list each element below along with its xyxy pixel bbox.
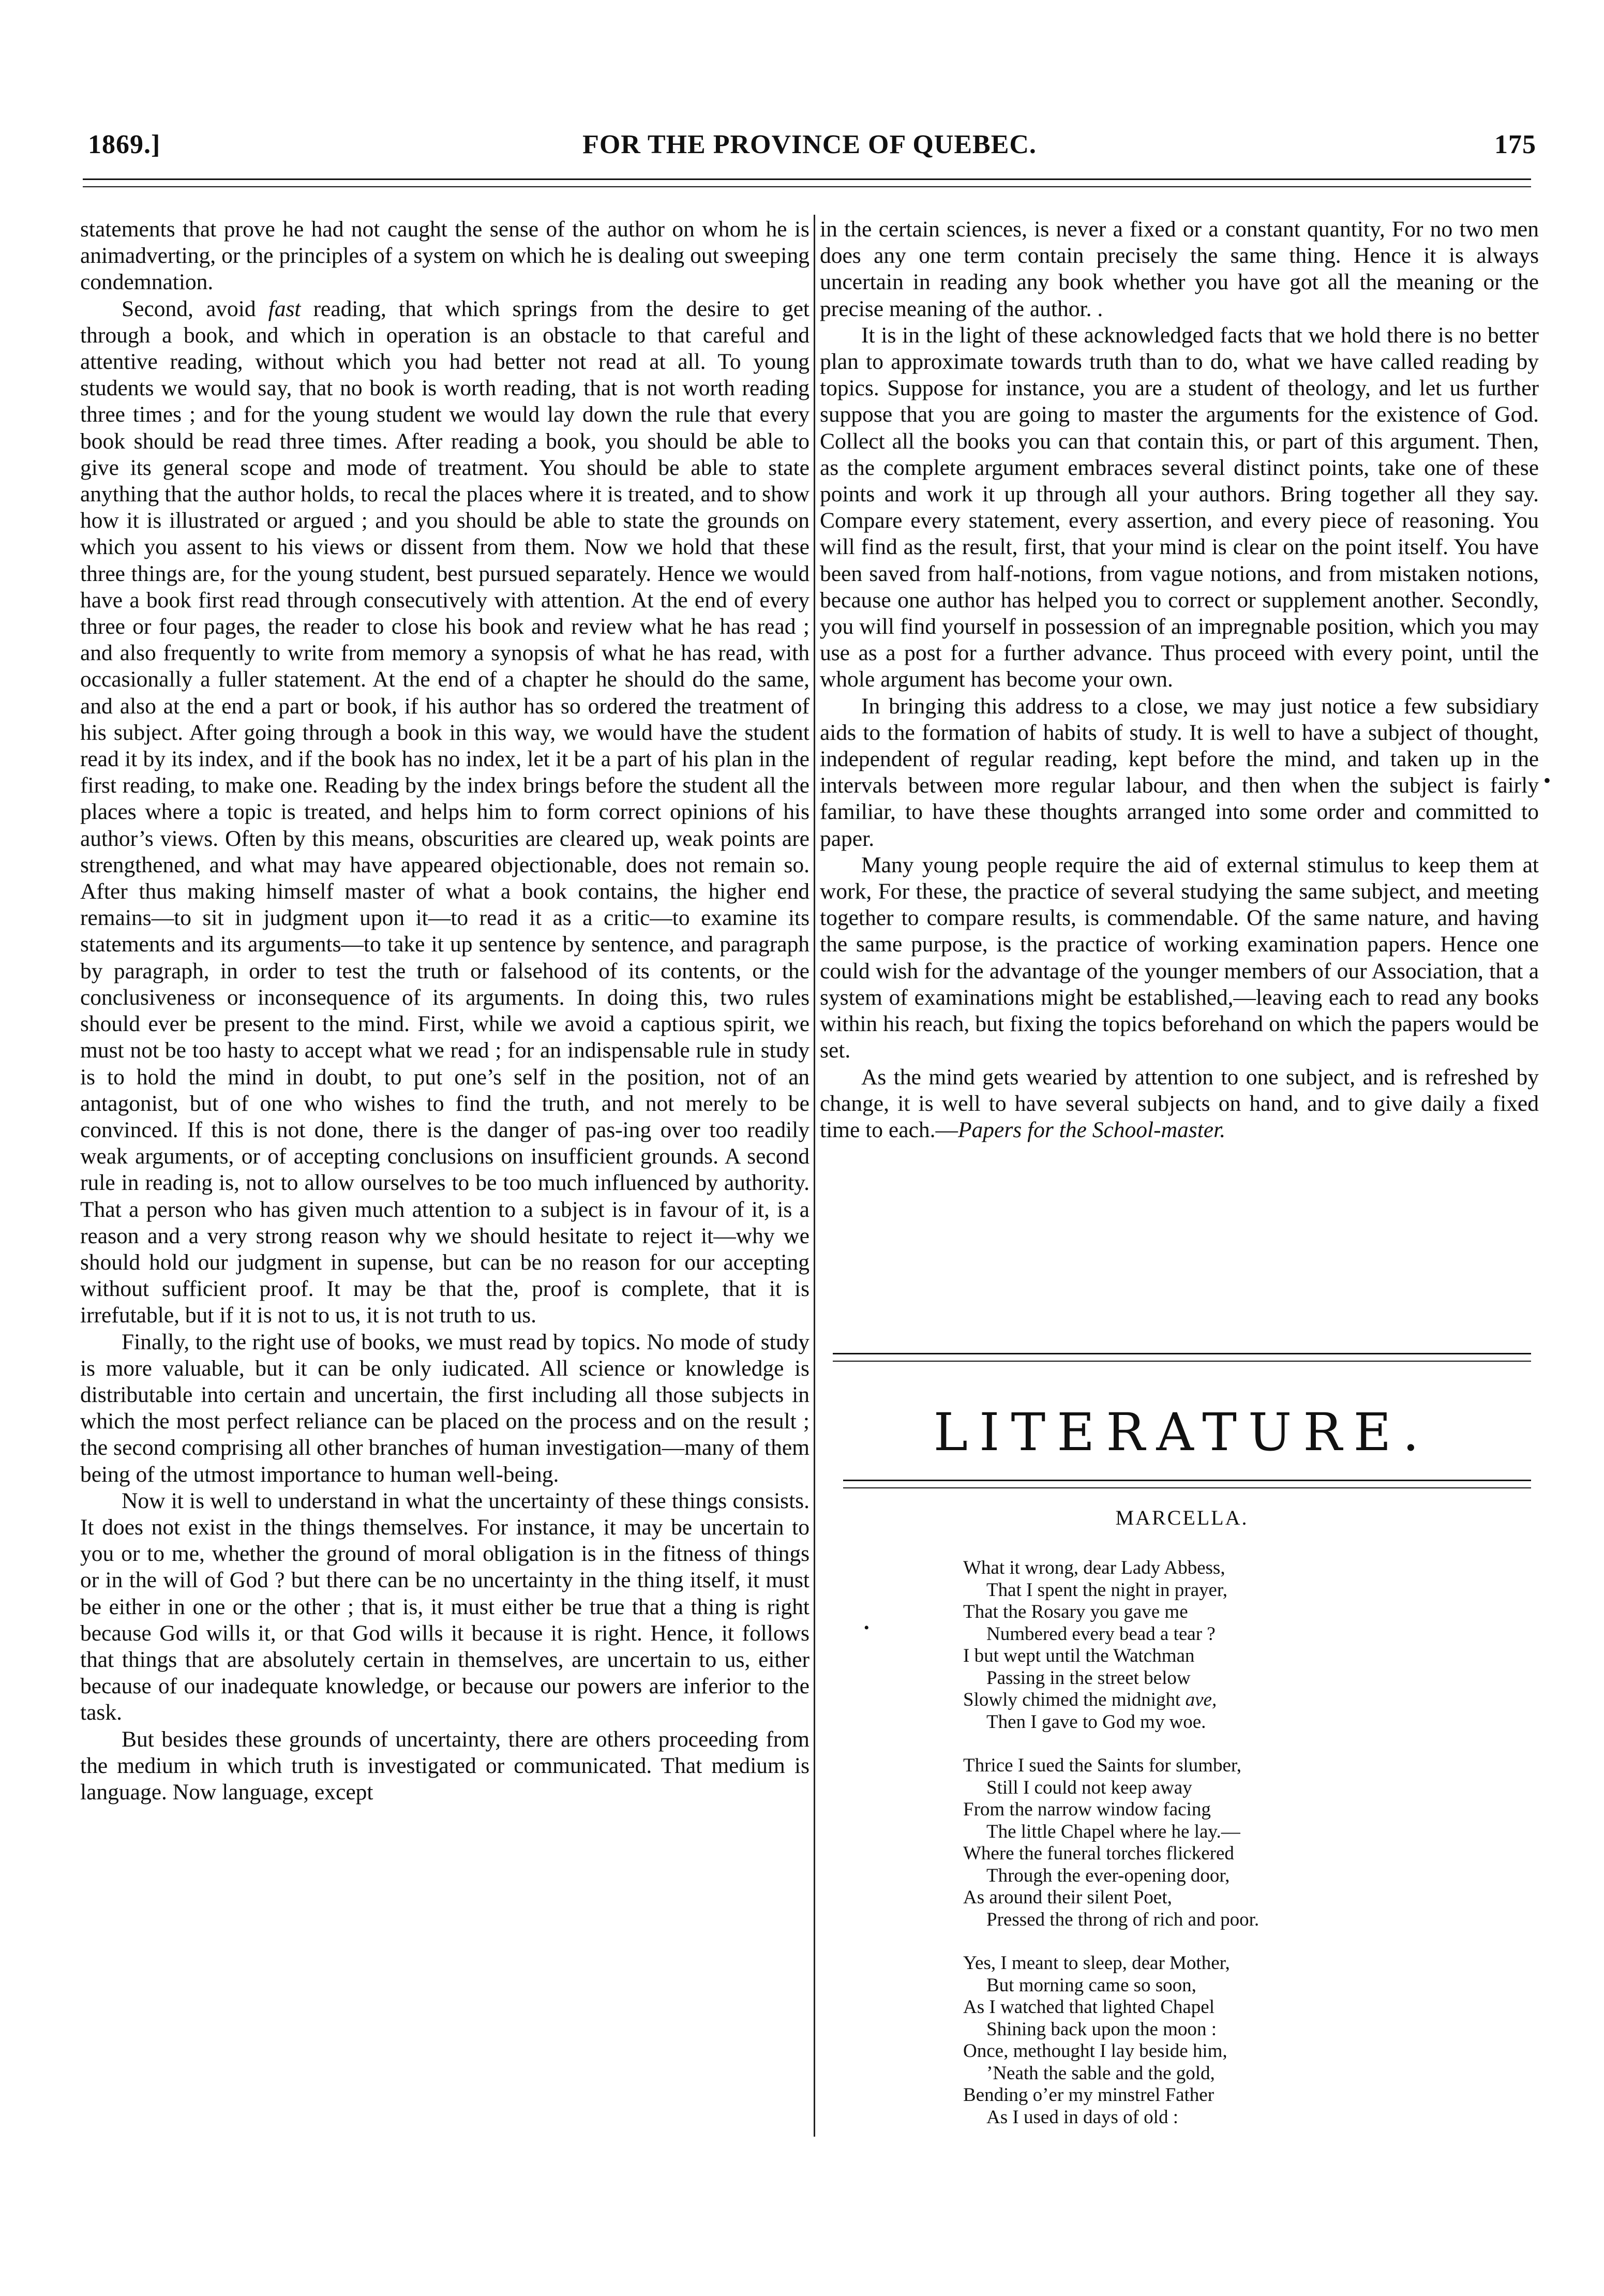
column-divider	[814, 215, 815, 2137]
poem-title: MARCELLA.	[1115, 1506, 1249, 1529]
poem-line: That the Rosary you gave me	[963, 1601, 1188, 1622]
poem-line: Passing in the street below	[986, 1667, 1191, 1689]
poem-stanza	[963, 1557, 1480, 1733]
paragraph: In bringing this address to a close, we may just notice a few subsidiary aids to the formation of habits of study. It is well to have a subject of thought, independent of regular reading, kept before the mind, and taken up in the intervals between more regular labour, and then when the subject is fairly familiar, to have these thoughts arranged into some order and committed to paper.	[820, 693, 1539, 851]
right-column	[820, 216, 1539, 1143]
paragraph: Finally, to the right use of books, we must read by topics. No mode of study is more valuable, but it can be only iudicated. All science or knowledge is distributable into certain and uncertain, the first including all those subjects in which the most perfect reliance can be placed on the process and on the result ; the second comprising all other branches of human investigation—many of them being of the utmost importance to human well-being.	[80, 1329, 810, 1487]
header-rule-bottom	[83, 186, 1531, 187]
header-year: 1869.]	[88, 130, 161, 159]
header-title: FOR THE PROVINCE OF QUEBEC.	[582, 130, 1037, 159]
poem-stanza	[963, 1952, 1480, 2128]
poem-line: Then I gave to God my woe.	[986, 1711, 1206, 1733]
literature-rule-top-2	[833, 1361, 1531, 1362]
paragraph: As the mind gets wearied by attention to one subject, and is refreshed by change, it is well to have several subjects on hand, and to give daily a fixed time to each.—Papers for the School-master.	[820, 1064, 1539, 1142]
poem-line: Bending o’er my minstrel Father	[963, 2084, 1215, 2106]
poem-line: Numbered every bead a tear ?	[986, 1623, 1216, 1645]
poem-line: As I watched that lighted Chapel	[963, 1996, 1215, 2018]
poem-line: As I used in days of old :	[986, 2106, 1178, 2128]
poem-line: What it wrong, dear Lady Abbess,	[963, 1557, 1225, 1578]
poem-line: As around their silent Poet,	[963, 1887, 1172, 1908]
paragraph: But besides these grounds of uncertainty, there are others proceeding from the medium in which truth is investigated or communicated. That medium is language. Now language, except	[80, 1726, 810, 1805]
poem-line: Thrice I sued the Saints for slumber,	[963, 1755, 1241, 1776]
poem-line: Yes, I meant to sleep, dear Mother,	[963, 1952, 1230, 1974]
running-head	[78, 129, 1541, 171]
poem-line: Through the ever-opening door,	[986, 1865, 1230, 1886]
stray-dot: •	[864, 1619, 870, 1636]
literature-rule-bottom-1	[843, 1480, 1531, 1481]
poem-stanza	[963, 1755, 1480, 1931]
left-column	[80, 216, 810, 1806]
paragraph: statements that prove he had not caught the sense of the author on whom he is animadverting, or the principles of a system on which he is dealing out sweeping condemnation.	[80, 217, 810, 295]
stray-mark: •	[1543, 769, 1551, 792]
poem-line: The little Chapel where he lay.—	[986, 1821, 1240, 1842]
poem-line: Pressed the throng of rich and poor.	[986, 1909, 1260, 1930]
poem-line: But morning came so soon,	[986, 1974, 1196, 1996]
poem-marcella	[963, 1557, 1480, 2150]
poem-line: ’Neath the sable and the gold,	[986, 2062, 1215, 2084]
page-number: 175	[1494, 130, 1536, 159]
poem-line: From the narrow window facing	[963, 1799, 1211, 1820]
paragraph: in the certain sciences, is never a fixed or a constant quantity, For no two men does any one term contain precisely the same thing. Hence it is always uncertain in reading any book whether you have got all the meaning or the precise meaning of the author. .	[820, 217, 1539, 321]
poem-line: I but wept until the Watchman	[963, 1645, 1195, 1666]
poem-line: Slowly chimed the midnight ave,	[963, 1689, 1217, 1710]
paragraph: Second, avoid fast reading, that which springs from the desire to get through a book, and which in operation is an obstacle to that careful and attentive reading, without which you had better not read at all. To young students we would say, that no book is worth reading, that is not worth reading three times ; and for the young student we would lay down the rule that every book should be read three times. After reading a book, you should be able to give its general scope and mode of treatment. You should be able to state anything that the author holds, to recal the places where it is treated, and to show how it is illustrated or argued ; and you should be able to state the grounds on which you assent to his views or dissent from them. Now we hold that these three things are, for the young student, best pursued separately. Hence we would have a book first read through consecutively with attention. At the end of every three or four pages, the reader to close his book and review what he has read ; and also frequently to write from memory a synopsis of what he has read, with occasionally a fuller statement. At the end of a chapter he should do the same, and also at the end a part or book, if his author has so ordered the treatment of his subject. After going through a book in this way, we would have the student read it by its index, and if the book has no index, let it be a part of his plan in the first reading, to make one. Reading by the index brings before the student all the places where a topic is treated, and helps him to form correct opinions of his author’s views. Often by this means, obscurities are cleared up, weak points are strengthened, and what may have appeared objectionable, does not remain so. After thus making himself master of what a book contains, the higher end remains—to sit in judgment upon it—to read it as a critic—to examine its statements and its arguments—to take it up sentence by sentence, and paragraph by paragraph, in order to test the truth or falsehood of its contents, or the conclusiveness or inconsequence of its arguments. In doing this, two rules should ever be present to the mind. First, while we avoid a captious spirit, we must not be too hasty to accept what we read ; for an indispensable rule in study is to hold the mind in doubt, to put one’s self in the position, not of an antagonist, but of one who wishes to find the truth, and not merely to be convinced. If this is not done, there is the danger of pas-ing over too readily weak arguments, or of accepting conclusions on insufficient grounds. A second rule in reading is, not to allow ourselves to be too much influenced by authority. That a person who has given much attention to a subject is in favour of it, is a reason and a very strong reason why we should hesitate to reject it—why we should hold our judgment in supense, but can be no reason for our accepting without sufficient proof. It may be that the, proof is complete, that it is irrefutable, but if it is not to us, it is not truth to us.	[80, 296, 810, 1328]
poem-line: Shining back upon the moon :	[986, 2018, 1217, 2040]
section-title: LITERATURE.	[933, 1402, 1431, 1463]
literature-rule-bottom-2	[843, 1487, 1531, 1488]
paragraph: Now it is well to understand in what the uncertainty of these things consists. It does not exist in the things themselves. For instance, it may be uncertain to you or to me, whether the ground of moral obligation is in the fitness of things or in the will of God ? but there can be no uncertainty in the thing itself, it must be either in one or the other ; that is, it must either be true that a thing is right because God wills it, or that God wills it because it is right. Hence, it follows that things that are absolutely certain in themselves, are uncertain to us, either because of our inadequate knowledge, or because our powers are inferior to the task.	[80, 1488, 810, 1725]
paragraph: Many young people require the aid of external stimulus to keep them at work, For these, the practice of several studying the same subject, and meeting together to compare results, is commendable. Of the same nature, and having the same purpose, is the practice of working examination papers. Hence one could wish for the advantage of the younger members of our Association, that a system of examinations might be established,—leaving each to read any books within his reach, but fixing the topics beforehand on which the papers would be set.	[820, 852, 1539, 1063]
poem-line: Still I could not keep away	[986, 1777, 1192, 1798]
poem-line: Where the funeral torches flickered	[963, 1843, 1234, 1864]
header-rule-top	[83, 178, 1531, 180]
paragraph: It is in the light of these acknowledged facts that we hold there is no better plan to approximate towards truth than to do, what we have called reading by topics. Suppose for instance, you are a student of theology, and let us further suppose that you are going to master the arguments for the existence of God. Collect all the books you can that contain this, or part of this argument. Then, as the complete argument embraces several distinct points, take one of these points and work it up through all your authors. Bring together all they say. Compare every statement, every assertion, and every piece of reasoning. You will find as the result, first, that your mind is clear on the point itself. You have been saved from half-notions, from vague notions, and from mistaken notions, because one author has helped you to correct or supplement another. Secondly, you will find yourself in possession of an impregnable position, which you may use as a post for a further advance. Thus proceed with every point, until the whole argument has become your own.	[820, 322, 1539, 692]
literature-rule-top-1	[833, 1353, 1531, 1354]
poem-line: That I spent the night in prayer,	[986, 1579, 1228, 1601]
poem-line: Once, methought I lay beside him,	[963, 2040, 1227, 2062]
